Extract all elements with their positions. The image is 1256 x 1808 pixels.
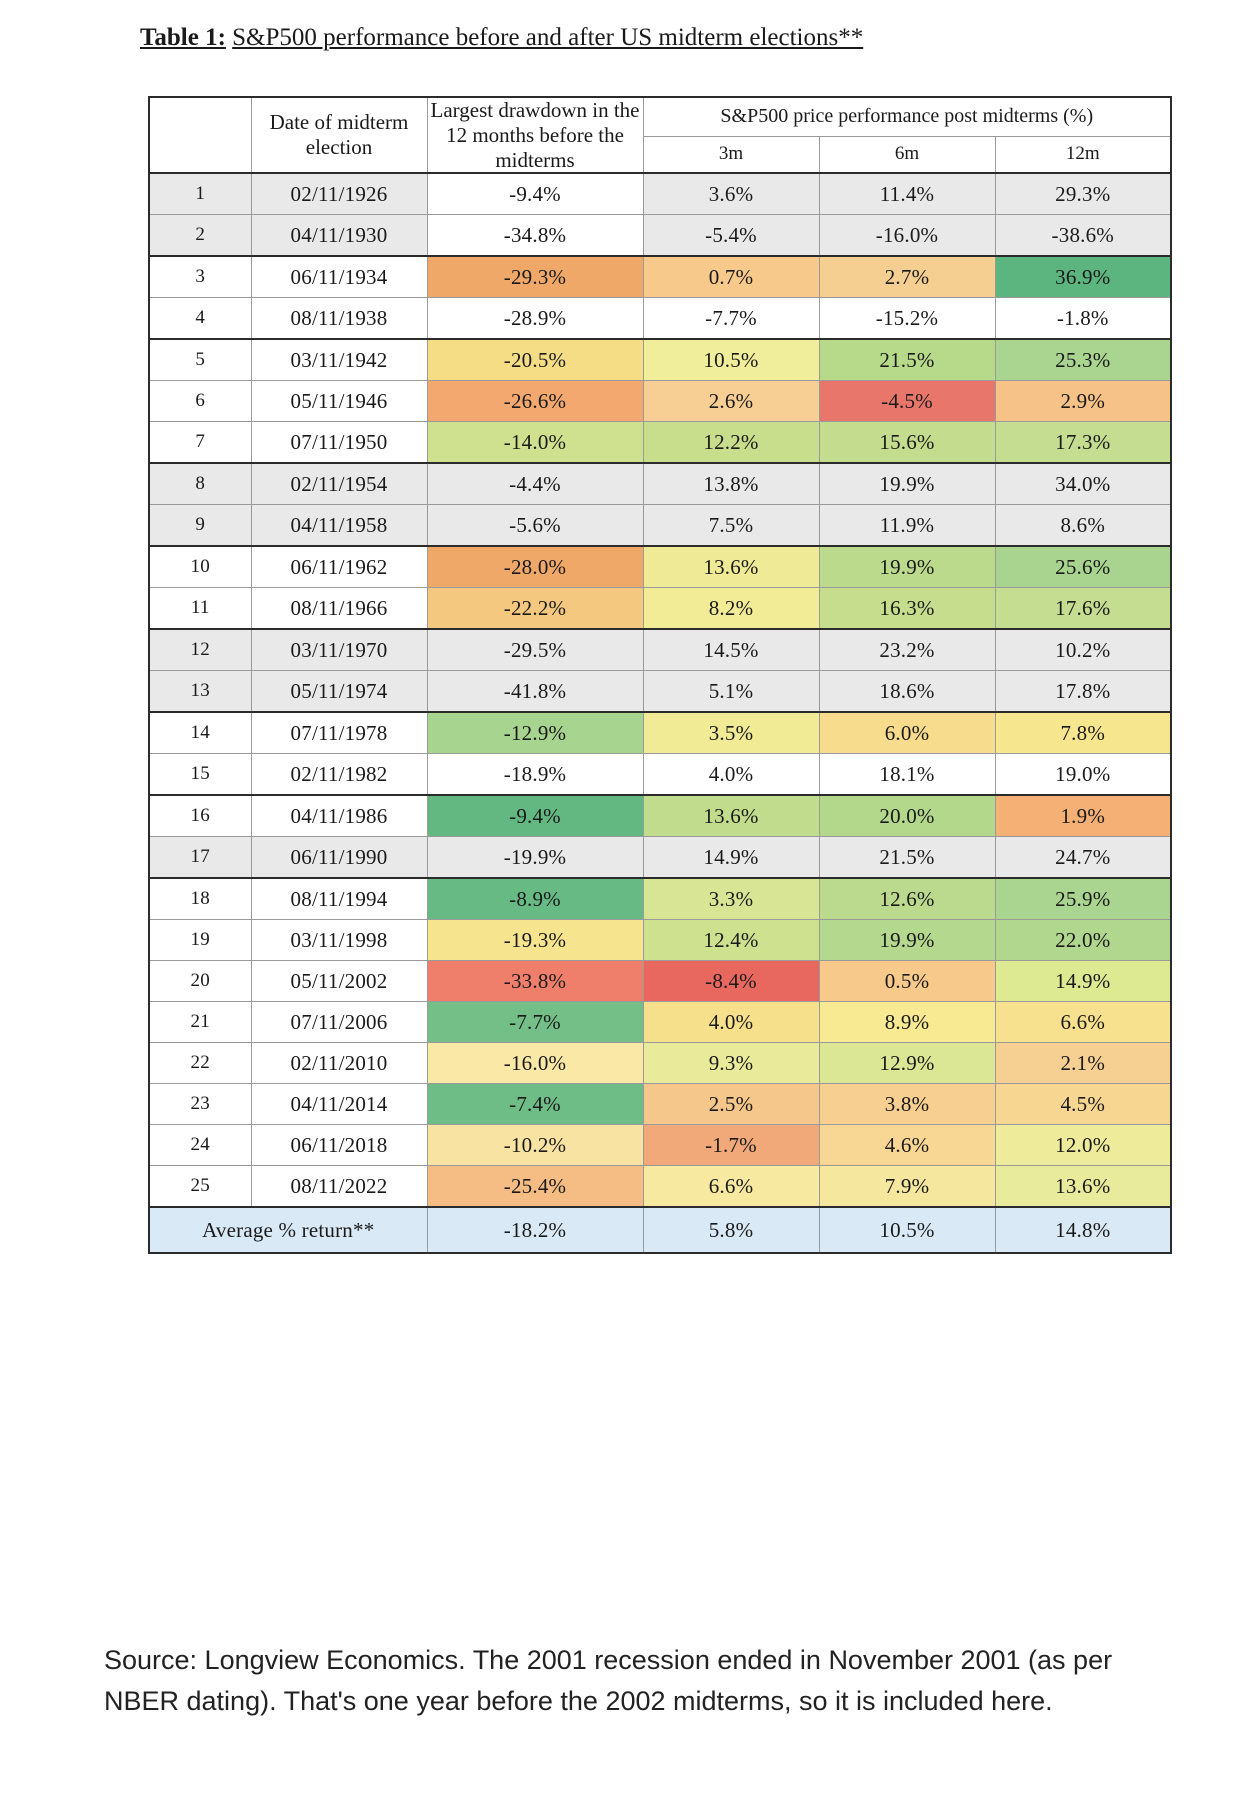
cell-perf-12m: 34.0% xyxy=(995,463,1171,505)
cell-perf-12m: 6.6% xyxy=(995,1002,1171,1043)
cell-perf-3m: 0.7% xyxy=(643,256,819,298)
cell-perf-3m: 14.9% xyxy=(643,837,819,879)
row-index: 13 xyxy=(149,671,251,713)
cell-perf-6m: 19.9% xyxy=(819,546,995,588)
cell-perf-12m: -1.8% xyxy=(995,298,1171,340)
table-row xyxy=(149,546,1171,588)
cell-midterm-date: 06/11/1990 xyxy=(251,837,427,879)
table-row xyxy=(149,1002,1171,1043)
cell-perf-12m: 10.2% xyxy=(995,629,1171,671)
cell-perf-3m: 7.5% xyxy=(643,505,819,547)
table-row xyxy=(149,215,1171,257)
row-index: 17 xyxy=(149,837,251,879)
table-title xyxy=(140,24,863,52)
row-index: 8 xyxy=(149,463,251,505)
cell-perf-6m: 0.5% xyxy=(819,961,995,1002)
cell-perf-6m: 7.9% xyxy=(819,1166,995,1208)
cell-midterm-date: 07/11/1950 xyxy=(251,422,427,464)
cell-perf-12m: 7.8% xyxy=(995,712,1171,754)
cell-largest-drawdown: -34.8% xyxy=(427,215,643,257)
average-drawdown: -18.2% xyxy=(427,1207,643,1253)
cell-largest-drawdown: -41.8% xyxy=(427,671,643,713)
average-12m: 14.8% xyxy=(995,1207,1171,1253)
cell-perf-3m: 4.0% xyxy=(643,1002,819,1043)
row-index: 23 xyxy=(149,1084,251,1125)
table-row xyxy=(149,754,1171,796)
cell-largest-drawdown: -29.5% xyxy=(427,629,643,671)
row-index: 4 xyxy=(149,298,251,340)
midterm-performance-table xyxy=(148,96,1172,1254)
table-container xyxy=(148,96,1170,1254)
cell-midterm-date: 04/11/1986 xyxy=(251,795,427,837)
cell-perf-12m: 25.6% xyxy=(995,546,1171,588)
table-row xyxy=(149,1043,1171,1084)
cell-perf-3m: -5.4% xyxy=(643,215,819,257)
cell-largest-drawdown: -5.6% xyxy=(427,505,643,547)
cell-perf-3m: 3.6% xyxy=(643,173,819,215)
cell-perf-3m: 8.2% xyxy=(643,588,819,630)
row-index: 11 xyxy=(149,588,251,630)
cell-midterm-date: 06/11/2018 xyxy=(251,1125,427,1166)
cell-perf-3m: 4.0% xyxy=(643,754,819,796)
cell-midterm-date: 08/11/1938 xyxy=(251,298,427,340)
cell-perf-12m: 36.9% xyxy=(995,256,1171,298)
cell-perf-6m: 12.6% xyxy=(819,878,995,920)
cell-midterm-date: 02/11/2010 xyxy=(251,1043,427,1084)
cell-largest-drawdown: -22.2% xyxy=(427,588,643,630)
table-row xyxy=(149,505,1171,547)
cell-perf-12m: 22.0% xyxy=(995,920,1171,961)
cell-perf-6m: 8.9% xyxy=(819,1002,995,1043)
cell-perf-3m: 14.5% xyxy=(643,629,819,671)
cell-perf-6m: 19.9% xyxy=(819,920,995,961)
cell-perf-3m: 13.6% xyxy=(643,795,819,837)
table-row xyxy=(149,629,1171,671)
cell-perf-12m: 4.5% xyxy=(995,1084,1171,1125)
table-row xyxy=(149,1084,1171,1125)
row-index: 15 xyxy=(149,754,251,796)
header-drawdown: Largest drawdown in the 12 months before the midterms xyxy=(427,97,643,173)
cell-perf-6m: -4.5% xyxy=(819,381,995,422)
cell-midterm-date: 03/11/1970 xyxy=(251,629,427,671)
cell-perf-12m: -38.6% xyxy=(995,215,1171,257)
average-row xyxy=(149,1207,1171,1253)
cell-perf-6m: 15.6% xyxy=(819,422,995,464)
cell-perf-6m: 18.6% xyxy=(819,671,995,713)
cell-midterm-date: 02/11/1954 xyxy=(251,463,427,505)
cell-midterm-date: 02/11/1982 xyxy=(251,754,427,796)
cell-perf-12m: 2.1% xyxy=(995,1043,1171,1084)
row-index: 18 xyxy=(149,878,251,920)
cell-largest-drawdown: -29.3% xyxy=(427,256,643,298)
table-row xyxy=(149,339,1171,381)
average-label: Average % return** xyxy=(149,1207,427,1253)
cell-perf-12m: 12.0% xyxy=(995,1125,1171,1166)
cell-perf-6m: 20.0% xyxy=(819,795,995,837)
row-index: 5 xyxy=(149,339,251,381)
cell-largest-drawdown: -19.9% xyxy=(427,837,643,879)
cell-midterm-date: 08/11/2022 xyxy=(251,1166,427,1208)
cell-perf-6m: 12.9% xyxy=(819,1043,995,1084)
header-index xyxy=(149,97,251,173)
table-row xyxy=(149,256,1171,298)
average-6m: 10.5% xyxy=(819,1207,995,1253)
cell-perf-3m: 9.3% xyxy=(643,1043,819,1084)
row-index: 19 xyxy=(149,920,251,961)
cell-midterm-date: 04/11/1958 xyxy=(251,505,427,547)
header-3m: 3m xyxy=(643,136,819,173)
cell-perf-12m: 1.9% xyxy=(995,795,1171,837)
cell-midterm-date: 06/11/1962 xyxy=(251,546,427,588)
cell-perf-12m: 19.0% xyxy=(995,754,1171,796)
row-index: 12 xyxy=(149,629,251,671)
table-row xyxy=(149,173,1171,215)
cell-perf-3m: 13.6% xyxy=(643,546,819,588)
cell-midterm-date: 03/11/1998 xyxy=(251,920,427,961)
cell-midterm-date: 02/11/1926 xyxy=(251,173,427,215)
cell-midterm-date: 05/11/2002 xyxy=(251,961,427,1002)
cell-perf-3m: -1.7% xyxy=(643,1125,819,1166)
row-index: 9 xyxy=(149,505,251,547)
cell-perf-3m: 13.8% xyxy=(643,463,819,505)
average-3m: 5.8% xyxy=(643,1207,819,1253)
cell-perf-12m: 13.6% xyxy=(995,1166,1171,1208)
table-row xyxy=(149,878,1171,920)
cell-largest-drawdown: -4.4% xyxy=(427,463,643,505)
cell-perf-6m: -16.0% xyxy=(819,215,995,257)
cell-largest-drawdown: -28.0% xyxy=(427,546,643,588)
cell-largest-drawdown: -14.0% xyxy=(427,422,643,464)
row-index: 14 xyxy=(149,712,251,754)
cell-perf-3m: -7.7% xyxy=(643,298,819,340)
cell-perf-3m: 2.5% xyxy=(643,1084,819,1125)
cell-perf-6m: 21.5% xyxy=(819,339,995,381)
cell-midterm-date: 07/11/2006 xyxy=(251,1002,427,1043)
cell-midterm-date: 08/11/1966 xyxy=(251,588,427,630)
row-index: 24 xyxy=(149,1125,251,1166)
cell-midterm-date: 04/11/2014 xyxy=(251,1084,427,1125)
cell-perf-6m: 4.6% xyxy=(819,1125,995,1166)
cell-perf-3m: 5.1% xyxy=(643,671,819,713)
cell-perf-12m: 14.9% xyxy=(995,961,1171,1002)
table-row xyxy=(149,381,1171,422)
cell-largest-drawdown: -18.9% xyxy=(427,754,643,796)
cell-largest-drawdown: -33.8% xyxy=(427,961,643,1002)
cell-perf-3m: 3.3% xyxy=(643,878,819,920)
cell-midterm-date: 04/11/1930 xyxy=(251,215,427,257)
cell-perf-12m: 17.6% xyxy=(995,588,1171,630)
header-performance: S&P500 price performance post midterms (%) xyxy=(643,97,1171,136)
cell-largest-drawdown: -25.4% xyxy=(427,1166,643,1208)
cell-perf-3m: 10.5% xyxy=(643,339,819,381)
cell-midterm-date: 08/11/1994 xyxy=(251,878,427,920)
cell-midterm-date: 05/11/1974 xyxy=(251,671,427,713)
cell-perf-6m: 3.8% xyxy=(819,1084,995,1125)
table-row xyxy=(149,671,1171,713)
row-index: 7 xyxy=(149,422,251,464)
table-body xyxy=(149,173,1171,1253)
row-index: 1 xyxy=(149,173,251,215)
cell-perf-3m: 6.6% xyxy=(643,1166,819,1208)
cell-perf-3m: 12.4% xyxy=(643,920,819,961)
cell-perf-6m: 16.3% xyxy=(819,588,995,630)
cell-perf-3m: 3.5% xyxy=(643,712,819,754)
source-note: Source: Longview Economics. The 2001 recession ended in November 2001 (as per NBER dating). That's one year before the 2002 midterms, so it is included here. xyxy=(104,1645,1113,1717)
table-row xyxy=(149,920,1171,961)
cell-largest-drawdown: -26.6% xyxy=(427,381,643,422)
row-index: 3 xyxy=(149,256,251,298)
cell-perf-6m: 2.7% xyxy=(819,256,995,298)
table-row xyxy=(149,837,1171,879)
table-row xyxy=(149,795,1171,837)
table-row xyxy=(149,1166,1171,1208)
cell-largest-drawdown: -19.3% xyxy=(427,920,643,961)
table-row xyxy=(149,1125,1171,1166)
cell-perf-12m: 25.3% xyxy=(995,339,1171,381)
header-6m: 6m xyxy=(819,136,995,173)
cell-perf-6m: 18.1% xyxy=(819,754,995,796)
cell-largest-drawdown: -8.9% xyxy=(427,878,643,920)
cell-perf-6m: 19.9% xyxy=(819,463,995,505)
cell-perf-6m: -15.2% xyxy=(819,298,995,340)
cell-perf-3m: 2.6% xyxy=(643,381,819,422)
header-date: Date of midterm election xyxy=(251,97,427,173)
cell-perf-6m: 11.4% xyxy=(819,173,995,215)
cell-perf-12m: 25.9% xyxy=(995,878,1171,920)
cell-largest-drawdown: -28.9% xyxy=(427,298,643,340)
cell-midterm-date: 05/11/1946 xyxy=(251,381,427,422)
cell-largest-drawdown: -7.7% xyxy=(427,1002,643,1043)
table-title-text: S&P500 performance before and after US midterm elections** xyxy=(232,24,864,51)
cell-largest-drawdown: -10.2% xyxy=(427,1125,643,1166)
table-title-label: Table 1: xyxy=(140,24,226,51)
table-row xyxy=(149,463,1171,505)
cell-perf-12m: 17.8% xyxy=(995,671,1171,713)
table-row xyxy=(149,298,1171,340)
cell-midterm-date: 06/11/1934 xyxy=(251,256,427,298)
cell-perf-3m: 12.2% xyxy=(643,422,819,464)
cell-perf-12m: 8.6% xyxy=(995,505,1171,547)
table-head xyxy=(149,97,1171,173)
cell-largest-drawdown: -9.4% xyxy=(427,795,643,837)
cell-perf-3m: -8.4% xyxy=(643,961,819,1002)
cell-largest-drawdown: -12.9% xyxy=(427,712,643,754)
row-index: 2 xyxy=(149,215,251,257)
row-index: 16 xyxy=(149,795,251,837)
cell-largest-drawdown: -20.5% xyxy=(427,339,643,381)
cell-largest-drawdown: -7.4% xyxy=(427,1084,643,1125)
header-12m: 12m xyxy=(995,136,1171,173)
row-index: 10 xyxy=(149,546,251,588)
row-index: 22 xyxy=(149,1043,251,1084)
table-row xyxy=(149,961,1171,1002)
row-index: 20 xyxy=(149,961,251,1002)
cell-midterm-date: 03/11/1942 xyxy=(251,339,427,381)
cell-perf-6m: 11.9% xyxy=(819,505,995,547)
table-row xyxy=(149,712,1171,754)
cell-perf-6m: 6.0% xyxy=(819,712,995,754)
row-index: 25 xyxy=(149,1166,251,1208)
table-row xyxy=(149,422,1171,464)
cell-perf-12m: 17.3% xyxy=(995,422,1171,464)
cell-perf-6m: 21.5% xyxy=(819,837,995,879)
cell-midterm-date: 07/11/1978 xyxy=(251,712,427,754)
cell-perf-12m: 24.7% xyxy=(995,837,1171,879)
table-row xyxy=(149,588,1171,630)
row-index: 21 xyxy=(149,1002,251,1043)
cell-largest-drawdown: -16.0% xyxy=(427,1043,643,1084)
row-index: 6 xyxy=(149,381,251,422)
cell-perf-12m: 29.3% xyxy=(995,173,1171,215)
cell-largest-drawdown: -9.4% xyxy=(427,173,643,215)
cell-perf-6m: 23.2% xyxy=(819,629,995,671)
cell-perf-12m: 2.9% xyxy=(995,381,1171,422)
